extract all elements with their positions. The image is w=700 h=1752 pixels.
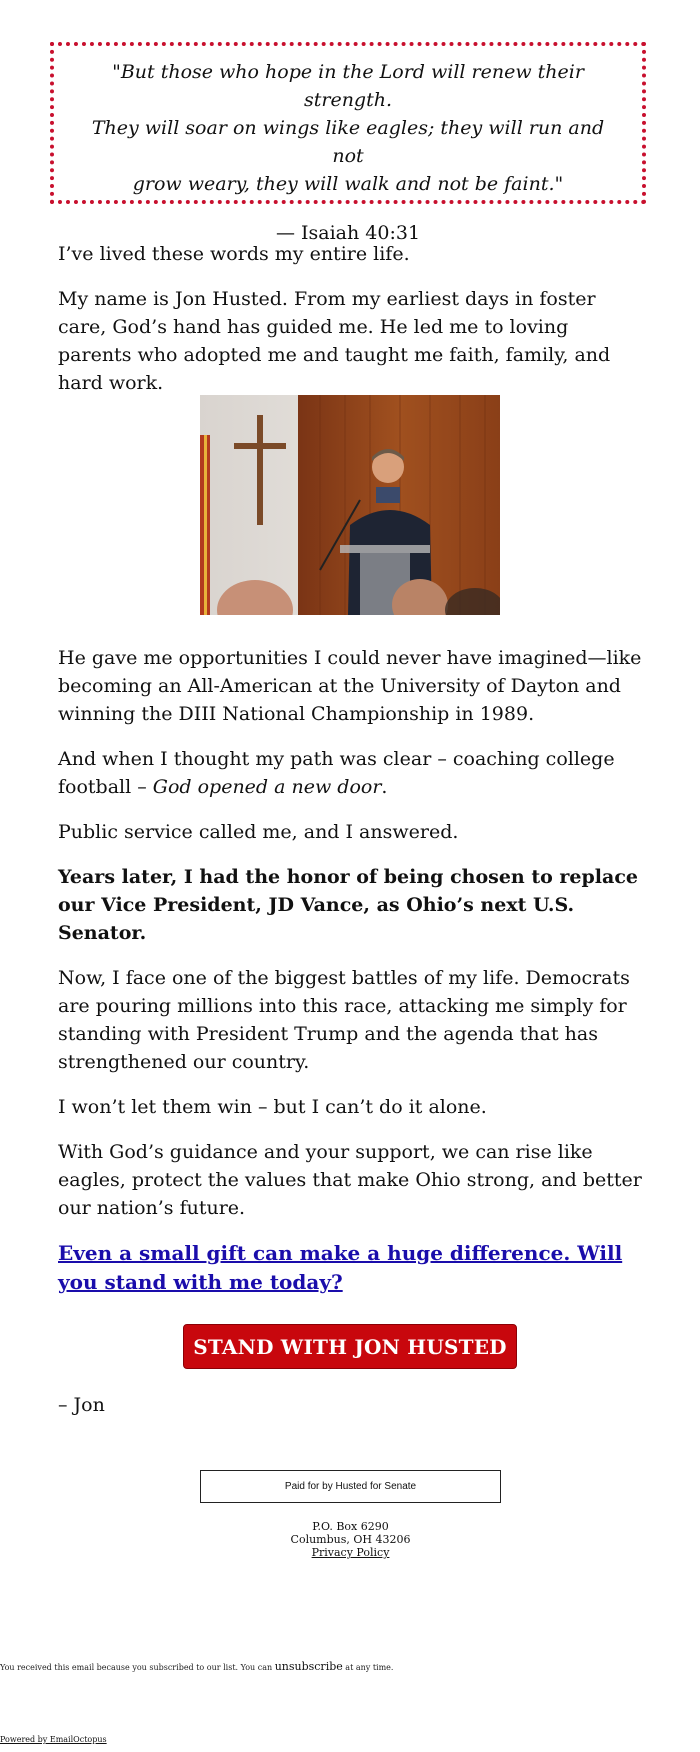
mailing-address [200, 1520, 501, 1559]
donate-link[interactable]: Even a small gift can make a huge difference. Will you stand with me today? [58, 1241, 623, 1294]
scripture-quote-text: "But those who hope in the Lord will renew their strength. They will soar on wings like eagles; they will run and not grow weary, they will walk and not be faint." [91, 61, 605, 195]
address-line-1: P.O. Box 6290 [312, 1520, 389, 1533]
paragraph-senator: Years later, I had the honor of being chosen to replace our Vice President, JD Vance, as Ohio’s next U.S. Senator. [58, 866, 638, 944]
paragraph-battle: Now, I face one of the biggest battles of my life. Democrats are pouring millions into this race, attacking me simply for standing with President Trump and the agenda that has strengthened our country. [58, 967, 630, 1073]
scripture-citation: — Isaiah 40:31 [275, 222, 421, 244]
signoff: – Jon [58, 1394, 105, 1416]
privacy-policy-link[interactable]: Privacy Policy [311, 1546, 390, 1559]
email-body-middle [58, 644, 646, 1314]
address-line-2: Columbus, OH 43206 [290, 1533, 411, 1546]
paragraph-cta [58, 1239, 646, 1297]
email-body-top [58, 240, 646, 414]
paragraph-intro: I’ve lived these words my entire life. [58, 243, 410, 265]
paragraph-new-door: And when I thought my path was clear – coaching college football – God opened a new door. [58, 748, 615, 798]
paid-for-disclaimer: Paid for by Husted for Senate [200, 1470, 501, 1503]
paragraph-opportunities: He gave me opportunities I could never have imagined—like becoming an All-American at the University of Dayton and winning the DIII National Championship in 1989. [58, 647, 642, 725]
paragraph-story: My name is Jon Husted. From my earliest days in foster care, God’s hand has guided me. He led me to loving parents who adopted me and taught me faith, family, and hard work. [58, 288, 611, 394]
speaker-photo [200, 395, 500, 615]
powered-by-link[interactable]: Powered by EmailOctopus [0, 1735, 107, 1744]
scripture-quote-box [50, 42, 646, 244]
unsubscribe-link[interactable]: unsubscribe [274, 1660, 343, 1673]
paragraph-alone: I won’t let them win – but I can’t do it alone. [58, 1096, 487, 1118]
subscription-notice: You received this email because you subscribed to our list. You can unsubscribe at any time. [0, 1660, 394, 1673]
paragraph-eagles: With God’s guidance and your support, we can rise like eagles, protect the values that make Ohio strong, and better our nation’s future. [58, 1141, 642, 1219]
paragraph-public-service: Public service called me, and I answered. [58, 821, 459, 843]
donate-button[interactable]: STAND WITH JON HUSTED [183, 1324, 517, 1369]
